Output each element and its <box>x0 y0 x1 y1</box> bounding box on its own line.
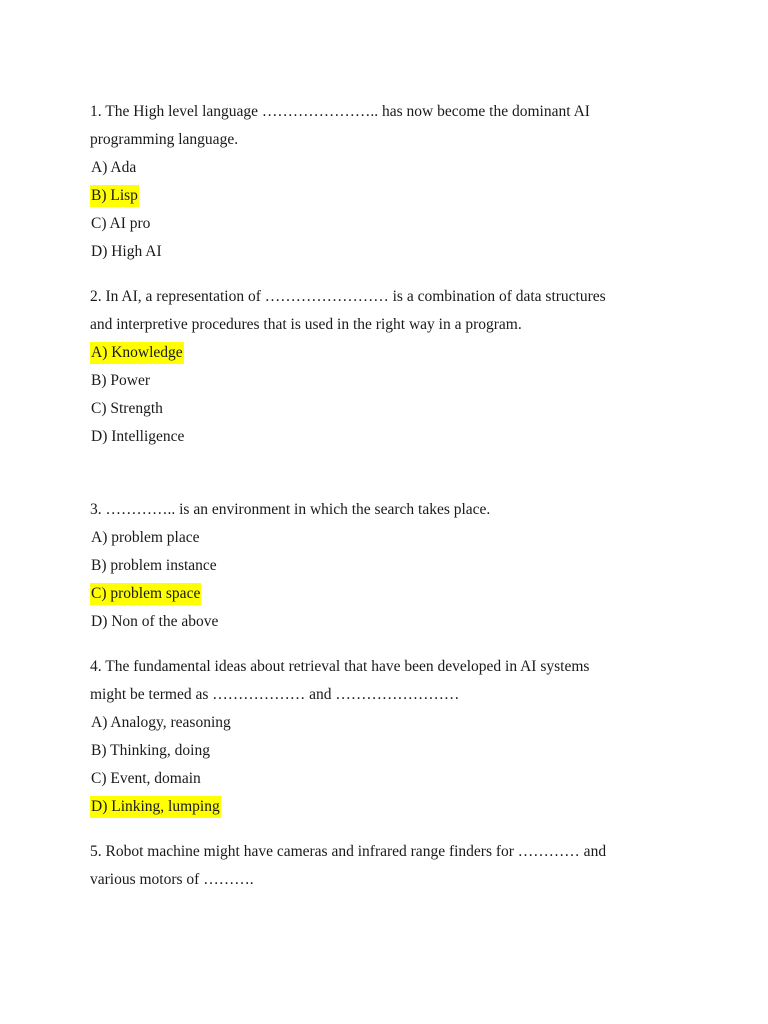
option-c-correct <box>90 580 680 608</box>
question-text <box>90 838 680 894</box>
option-b <box>90 552 680 580</box>
question-line: various motors of ………. <box>90 871 254 888</box>
option-a <box>90 709 680 737</box>
question-line: 4. The fundamental ideas about retrieval that have been developed in AI systems <box>90 658 590 675</box>
question-line: and interpretive procedures that is used in the right way in a program. <box>90 316 522 333</box>
option-b <box>90 367 680 395</box>
question-line: might be termed as ……………… and …………………… <box>90 686 460 703</box>
option-label: D) Non of the above <box>91 613 219 630</box>
option-label: D) Linking, lumping <box>90 796 221 818</box>
option-label: C) Strength <box>91 400 163 417</box>
option-c <box>90 765 680 793</box>
option-d-correct <box>90 793 680 821</box>
question-2 <box>90 283 680 451</box>
option-label: B) Power <box>91 372 150 389</box>
option-label: A) Knowledge <box>90 342 184 364</box>
question-line: 3. ………….. is an environment in which the search takes place. <box>90 501 491 518</box>
option-label: C) problem space <box>90 583 201 605</box>
option-d <box>90 238 680 266</box>
option-label: B) Lisp <box>90 185 139 207</box>
question-line: 5. Robot machine might have cameras and infrared range finders for ………… and <box>90 843 607 860</box>
spacer <box>90 266 680 283</box>
option-a <box>90 524 680 552</box>
option-c <box>90 395 680 423</box>
question-5 <box>90 838 680 894</box>
option-c <box>90 210 680 238</box>
question-3 <box>90 496 680 636</box>
question-text <box>90 653 680 709</box>
question-1 <box>90 98 680 266</box>
spacer <box>90 451 680 496</box>
option-label: A) Ada <box>91 159 137 176</box>
option-label: D) High AI <box>91 243 162 260</box>
spacer <box>90 636 680 653</box>
option-d <box>90 423 680 451</box>
option-a-correct <box>90 339 680 367</box>
option-label: C) AI pro <box>91 215 151 232</box>
question-line: 1. The High level language ………………….. has now become the dominant AI <box>90 103 590 120</box>
option-d <box>90 608 680 636</box>
option-b <box>90 737 680 765</box>
quiz-document <box>90 98 680 894</box>
option-b-correct <box>90 182 680 210</box>
option-label: B) Thinking, doing <box>91 742 210 759</box>
option-label: A) problem place <box>91 529 200 546</box>
question-text <box>90 283 680 339</box>
spacer <box>90 821 680 838</box>
question-line: 2. In AI, a representation of …………………… is a combination of data structures <box>90 288 606 305</box>
option-label: C) Event, domain <box>91 770 201 787</box>
option-label: D) Intelligence <box>91 428 185 445</box>
option-label: B) problem instance <box>91 557 217 574</box>
option-label: A) Analogy, reasoning <box>91 714 231 731</box>
question-text <box>90 496 680 524</box>
question-text <box>90 98 680 154</box>
question-line: programming language. <box>90 131 239 148</box>
option-a <box>90 154 680 182</box>
question-4 <box>90 653 680 821</box>
